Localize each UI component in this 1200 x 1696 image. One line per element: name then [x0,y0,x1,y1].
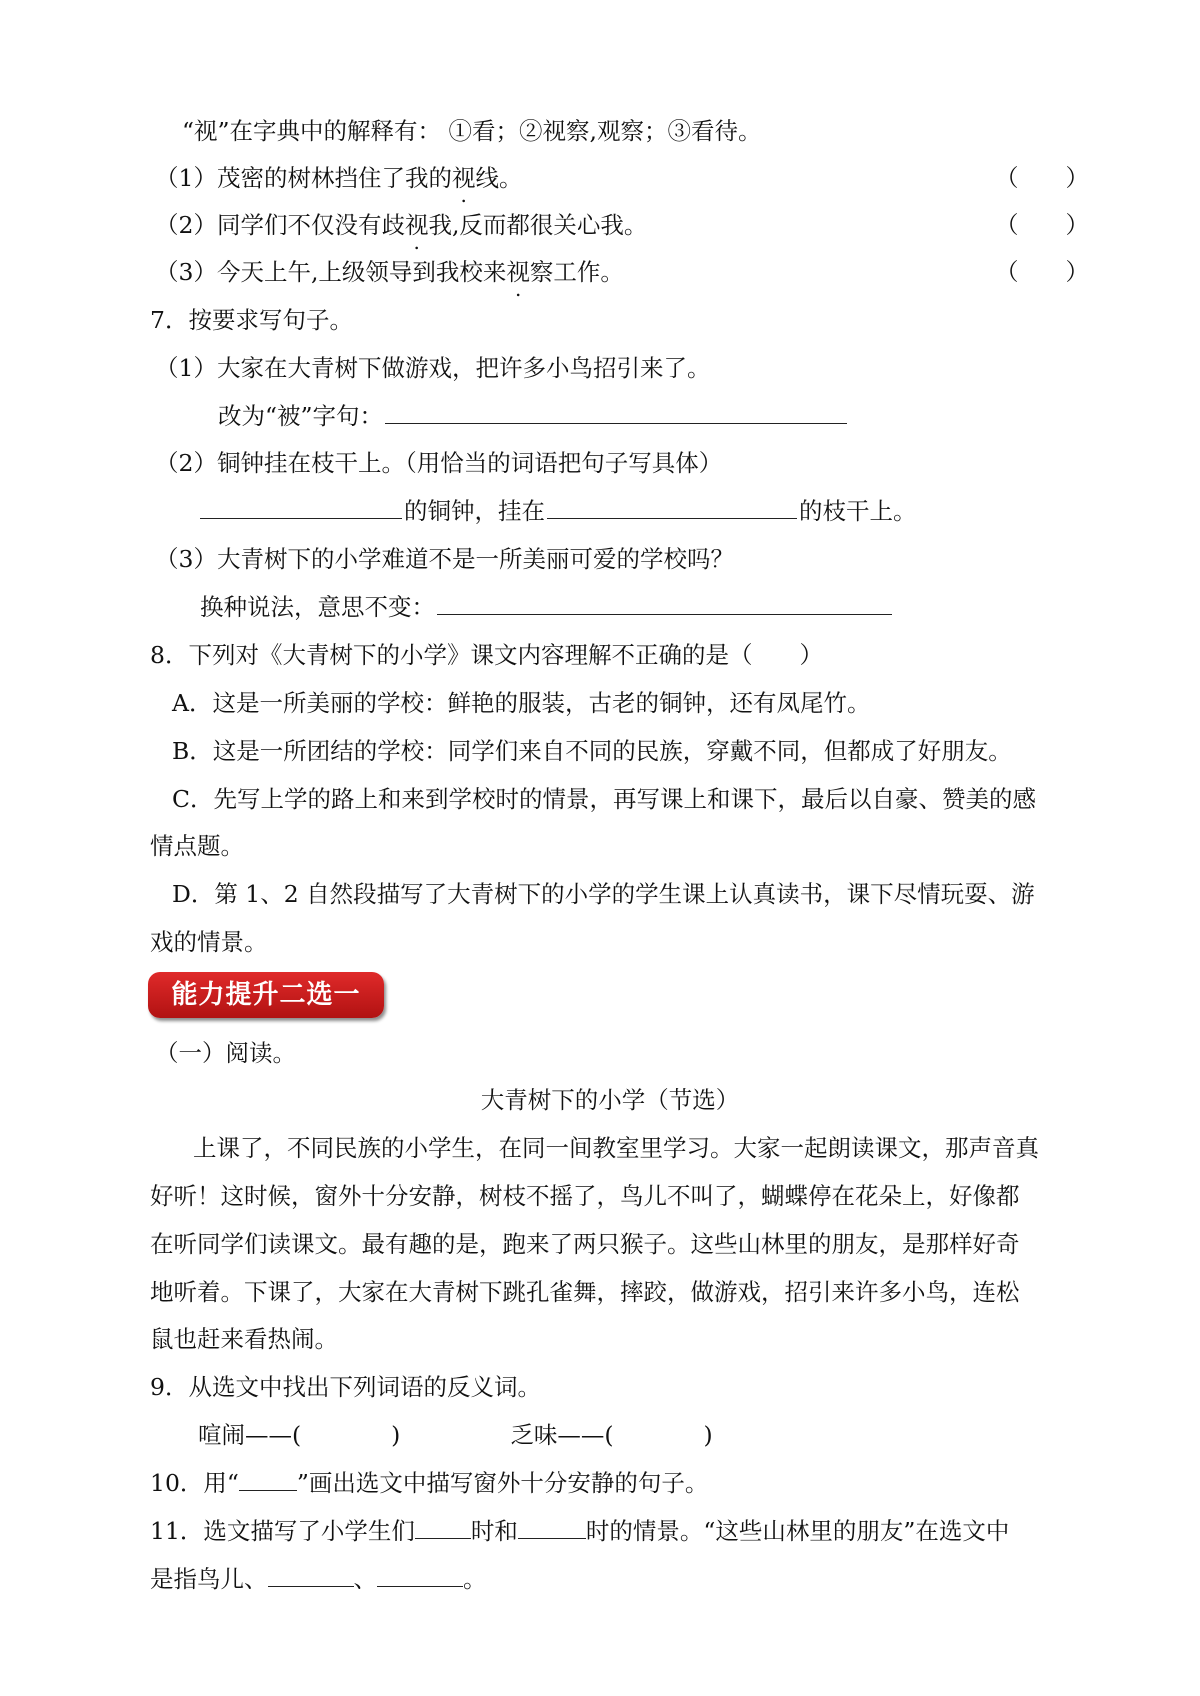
reading-label: （一）阅读。 [155,1039,296,1067]
answer-paren[interactable]: （ ） [995,164,1089,192]
q8-option-c[interactable]: C．先写上学的路上和来到学校时的情景，再写课上和课下，最后以自豪、赞美的感 [172,785,1036,813]
q7-sentence-2: （2）铜钟挂在枝干上。（用恰当的词语把句子写具体） [155,449,723,477]
q6-item-3: （3）今天上午,上级领导到我校来视察工作。 （ ） [155,255,1075,289]
q9-antonyms: 喧闹——( ) 乏味——( ) [198,1421,713,1449]
underline-sample [239,1466,297,1491]
passage-line: 地听着。下课了，大家在大青树下跳孔雀舞，摔跤，做游戏，招引来许多小鸟，连松 [150,1278,1020,1306]
passage-line: 好听！这时候，窗外十分安静，树枝不摇了，鸟儿不叫了，蝴蝶停在花朵上，好像都 [150,1182,1020,1210]
section-banner: 能力提升二选一 [148,972,384,1018]
answer-blank[interactable] [518,1514,586,1539]
q11-question-cont: 是指鸟儿、 、 。 [150,1562,1070,1596]
q6-item-2: （2）同学们不仅没有歧视我,反而都很关心我。 （ ） [155,208,1075,242]
passage-line: 鼠也赶来看热闹。 [150,1325,338,1353]
passage-line: 上课了，不同民族的小学生，在同一间教室里学习。大家一起朗读课文，那声音真 [193,1134,1039,1162]
q6-definition: “视”在字典中的解释有： ①看；②视察,观察；③看待。 [182,117,762,145]
q8-option-c-cont: 情点题。 [150,832,244,860]
q8-option-a[interactable]: A．这是一所美丽的学校：鲜艳的服装，古老的铜钟，还有凤尾竹。 [172,689,871,717]
dotted-char: 视 [451,164,476,192]
q9-title: 9．从选文中找出下列词语的反义词。 [150,1373,541,1401]
q8-option-d[interactable]: D．第 1、2 自然段描写了大青树下的小学的学生课上认真读书，课下尽情玩耍、游 [172,880,1035,908]
q6-item-1: （1）茂密的树林挡住了我的视线。 （ ） [155,161,1075,195]
q10-question: 10．用“ ”画出选文中描写窗外十分安静的句子。 [150,1466,1070,1500]
q7-sentence-1: （1）大家在大青树下做游戏，把许多小鸟招引来了。 [155,354,711,382]
answer-blank[interactable] [547,494,797,519]
answer-paren[interactable]: （ ） [995,211,1089,239]
q7-rewrite-1: 改为“被”字句： [218,399,1138,433]
answer-blank[interactable] [385,399,847,424]
answer-blank[interactable] [200,494,402,519]
answer-blank[interactable] [437,590,892,615]
answer-blank[interactable] [415,1514,471,1539]
answer-blank[interactable] [268,1562,354,1587]
q7-sentence-3: （3）大青树下的小学难道不是一所美丽可爱的学校吗？ [155,545,734,573]
q7-rewrite-2: 的铜钟，挂在 的枝干上。 [200,494,1120,528]
passage-title: 大青树下的小学（节选） [480,1086,740,1114]
passage-line: 在听同学们读课文。最有趣的是，跑来了两只猴子。这些山林里的朋友，是那样好奇 [150,1230,1020,1258]
q8-option-d-cont: 戏的情景。 [150,928,268,956]
q7-title: 7．按要求写句子。 [150,306,353,334]
q8-title: 8．下列对《大青树下的小学》课文内容理解不正确的是（ ） [150,641,823,669]
q7-rewrite-3: 换种说法，意思不变： [200,590,1120,624]
dotted-char: 视 [506,258,530,286]
answer-blank[interactable] [377,1562,463,1587]
dotted-char: 视 [404,211,429,239]
answer-paren[interactable]: （ ） [995,258,1089,286]
q8-option-b[interactable]: B．这是一所团结的学校：同学们来自不同的民族，穿戴不同，但都成了好朋友。 [172,737,1012,765]
q11-question: 11．选文描写了小学生们 时和 时的情景。“这些山林里的朋友”在选文中 [150,1514,1070,1548]
